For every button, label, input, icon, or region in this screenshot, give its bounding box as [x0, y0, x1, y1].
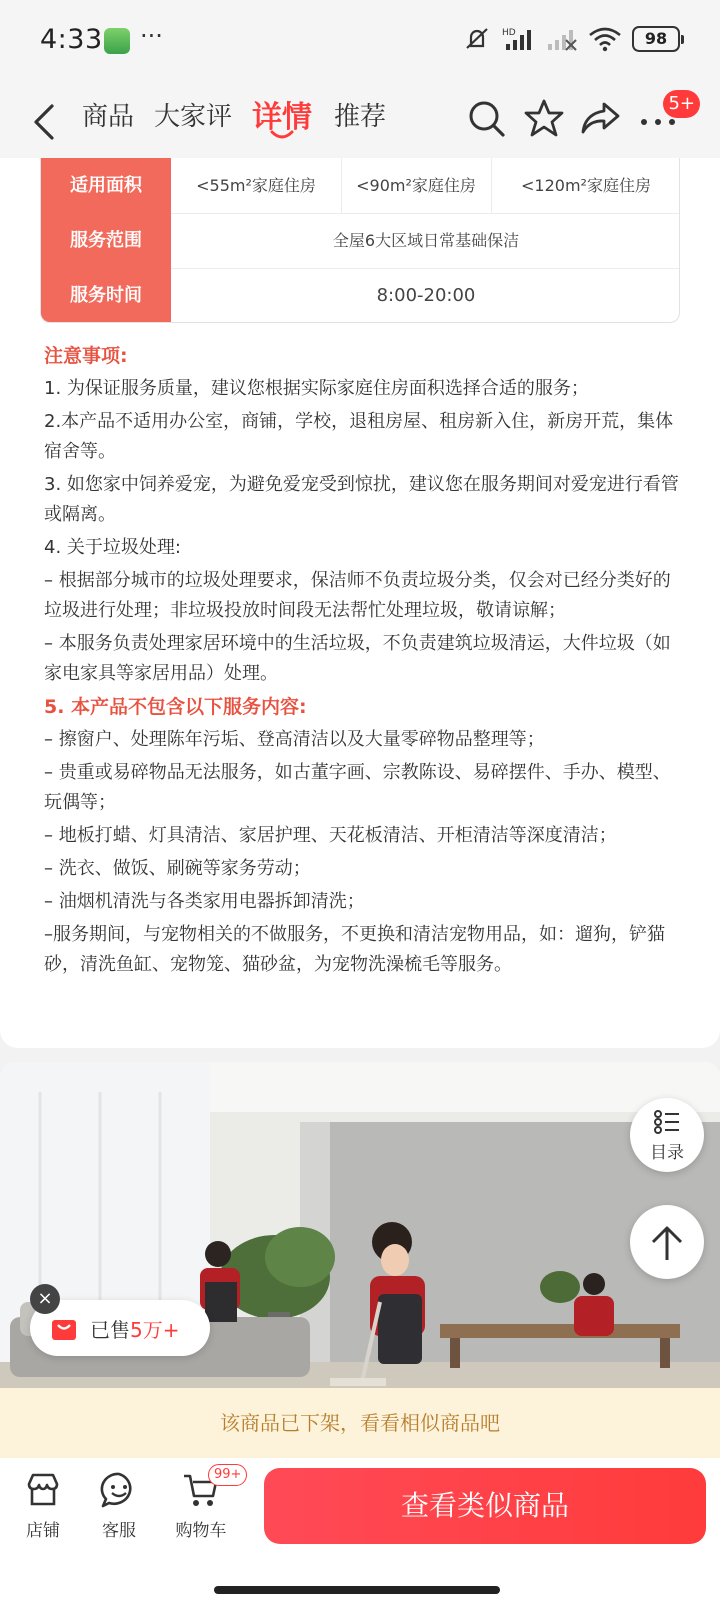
more-notifications-icon: ···: [140, 22, 163, 50]
sold-count-pill: [30, 1300, 210, 1356]
note-item: 4. 关于垃圾处理:: [44, 537, 181, 558]
note-item: 3. 如您家中饲养爱宠，为避免爱宠受到惊扰，建议您在服务期间对爱宠进行看管或隔离。: [44, 474, 679, 525]
status-time: 4:33: [40, 24, 103, 55]
table-cell: <90m²家庭住房: [356, 176, 476, 195]
table-head-area: 适用面积: [41, 158, 171, 213]
store-button[interactable]: [8, 1470, 78, 1541]
signal-weak-icon: [546, 26, 578, 52]
sold-count: 5万+: [130, 1318, 180, 1342]
customer-service-button[interactable]: [84, 1470, 154, 1541]
table-cell: <120m²家庭住房: [521, 176, 651, 195]
wifi-icon: [588, 26, 622, 52]
tab-recommend[interactable]: 推荐: [334, 102, 387, 132]
exclusion-item: – 油烟机清洗与各类家用电器拆卸清洗；: [44, 891, 365, 912]
store-label: 店铺: [26, 1521, 60, 1541]
battery-indicator: 98: [632, 26, 680, 52]
shopping-bag-icon: [50, 1314, 78, 1342]
bottom-action-bar: [0, 1458, 720, 1600]
note-item: – 根据部分城市的垃圾处理要求，保洁师不负责垃圾分类，仅会对已经分类好的垃圾进行处理；非垃圾投放时间段无法帮忙处理垃圾，敬请谅解；: [44, 570, 671, 621]
table-row-time: [41, 268, 680, 323]
status-bar: [0, 0, 720, 86]
cart-label: 购物车: [175, 1521, 227, 1541]
search-icon[interactable]: [464, 96, 508, 140]
mute-icon: [462, 26, 492, 52]
chat-smile-icon: [99, 1470, 139, 1510]
catalog-button[interactable]: [630, 1098, 704, 1172]
off-shelf-banner[interactable]: 该商品已下架，看看相似商品吧: [0, 1388, 720, 1458]
exclusion-item: – 擦窗户、处理陈年污垢、登高清洁以及大量零碎物品整理等；: [44, 729, 545, 750]
cart-count-badge: 99+: [208, 1464, 247, 1486]
tab-details[interactable]: 详情: [252, 100, 312, 135]
table-cell: <55m²家庭住房: [196, 176, 316, 195]
note-item: 2.本产品不适用办公室，商铺，学校，退租房屋、租房新入住，新房开荒，集体宿舍等。: [44, 411, 674, 462]
detail-content-card: [0, 158, 720, 1048]
note-item: – 本服务负责处理家居环境中的生活垃圾，不负责建筑垃圾清运，大件垃圾（如家电家具等家居用品）处理。: [44, 633, 671, 684]
store-icon: [23, 1470, 63, 1510]
table-row-area: [41, 158, 680, 213]
cart-button[interactable]: [166, 1467, 242, 1541]
view-similar-button[interactable]: 查看类似商品: [264, 1468, 706, 1544]
signal-hd-icon: [502, 26, 536, 52]
tab-reviews[interactable]: 大家评: [154, 102, 233, 132]
product-nav-bar: [0, 86, 720, 158]
service-info-table: [40, 158, 680, 323]
favorite-star-icon[interactable]: [522, 96, 566, 140]
status-icons: [462, 26, 680, 52]
note-item: 1. 为保证服务质量，建议您根据实际家庭住房面积选择合适的服务；: [44, 378, 589, 399]
exclusion-item: – 地板打蜡、灯具清洁、家居护理、天花板清洁、开柜清洁等深度清洁；: [44, 825, 617, 846]
notes-heading: 注意事项:: [44, 345, 128, 367]
exclusions-heading: 5. 本产品不包含以下服务内容:: [44, 696, 307, 718]
list-icon: [654, 1110, 680, 1134]
back-arrow-icon[interactable]: [26, 98, 62, 146]
exclusion-item: – 洗衣、做饭、刷碗等家务劳动；: [44, 858, 311, 879]
catalog-label: 目录: [650, 1143, 684, 1163]
close-sold-pill-icon[interactable]: ×: [30, 1284, 60, 1314]
tab-product[interactable]: 商品: [82, 102, 135, 132]
back-to-top-button[interactable]: [630, 1205, 704, 1279]
table-head-time: 服务时间: [41, 268, 171, 323]
arrow-up-icon: [649, 1222, 685, 1262]
exclusion-item: –服务期间，与宠物相关的不做服务，不更换和清洁宠物用品，如：遛狗，铲猫砂，清洗鱼缸、宠物笼、猫砂盆，为宠物洗澡梳毛等服务。: [44, 924, 665, 975]
svg-text:HD: HD: [502, 28, 516, 38]
notes-section: [44, 341, 684, 983]
table-head-scope: 服务范围: [41, 213, 171, 268]
app-notification-icon: [104, 28, 130, 54]
share-icon[interactable]: [578, 96, 622, 140]
active-tab-indicator: [270, 130, 294, 142]
table-cell: 8:00-20:00: [376, 285, 476, 306]
home-indicator[interactable]: [214, 1586, 500, 1594]
customer-service-label: 客服: [102, 1521, 136, 1541]
table-row-scope: [41, 213, 680, 268]
sold-label: 已售5万+: [90, 1318, 180, 1342]
exclusion-item: – 贵重或易碎物品无法服务，如古董字画、宗教陈设、易碎摆件、手办、模型、玩偶等；: [44, 762, 671, 813]
message-badge: 5+: [663, 90, 700, 118]
table-cell: 全屋6大区域日常基础保洁: [332, 231, 520, 250]
